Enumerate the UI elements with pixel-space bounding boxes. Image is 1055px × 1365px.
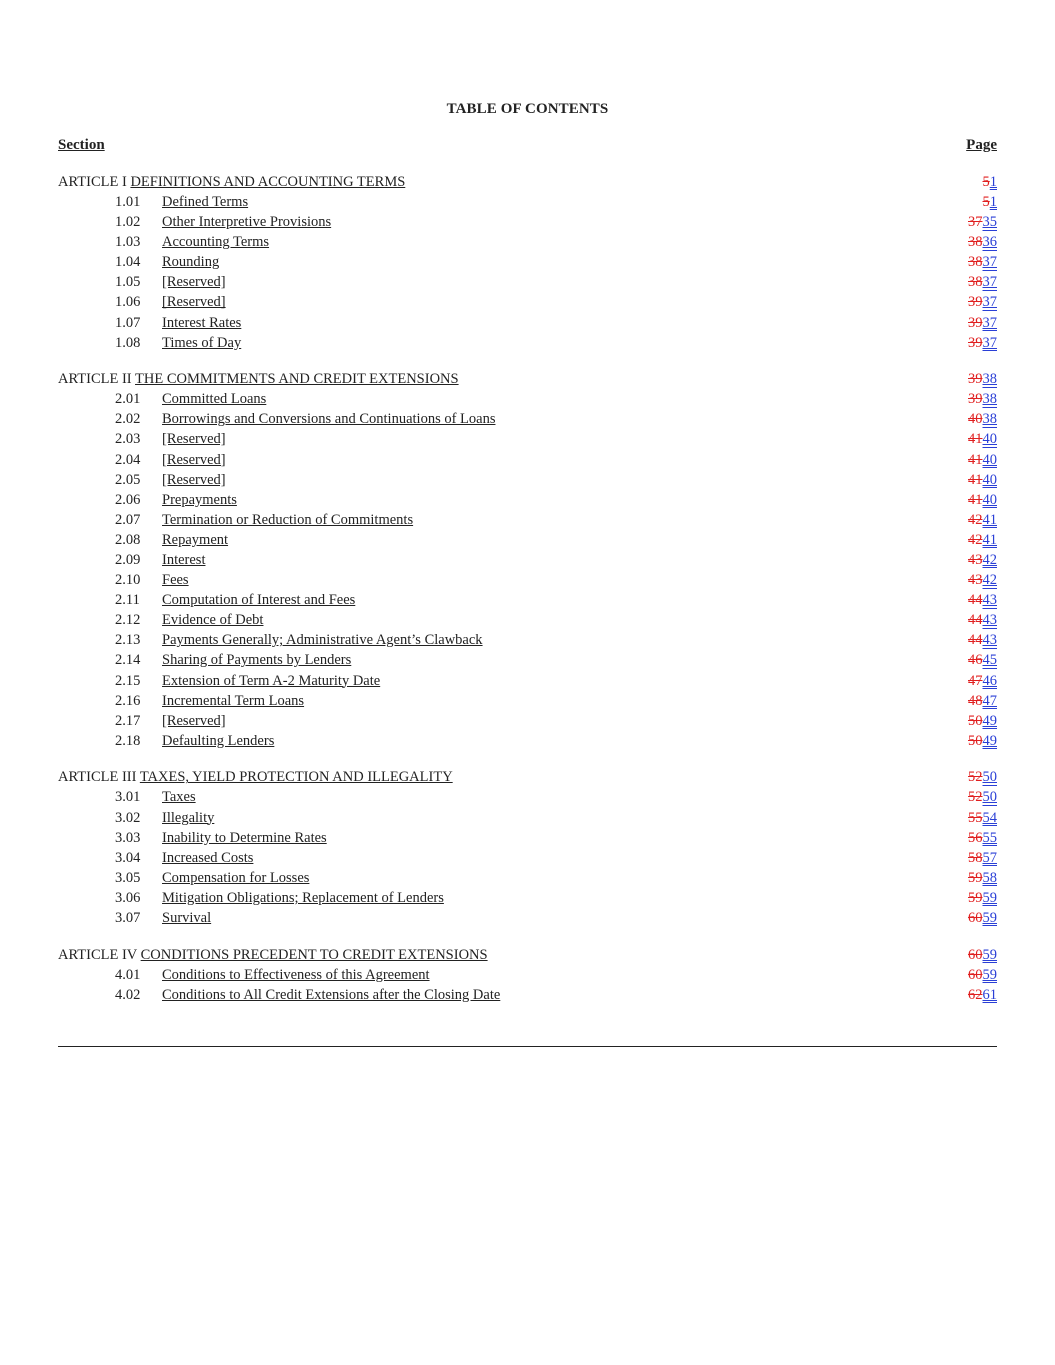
inserted-page-number[interactable]: 1 bbox=[989, 194, 997, 210]
section-number: 3.07 bbox=[115, 910, 141, 926]
toc-entry bbox=[58, 848, 997, 868]
article-prefix: ARTICLE II bbox=[58, 371, 132, 388]
section-number: 2.12 bbox=[115, 612, 141, 629]
deleted-page-number: 44 bbox=[968, 612, 983, 629]
inserted-page-number[interactable]: 59 bbox=[982, 910, 997, 926]
page-number[interactable] bbox=[968, 570, 997, 590]
inserted-page-number[interactable]: 61 bbox=[982, 986, 997, 1003]
section-title-link[interactable]: Repayment bbox=[162, 531, 229, 548]
section-number: 2.10 bbox=[115, 572, 141, 589]
toc-entry bbox=[58, 808, 997, 828]
inserted-page-number[interactable]: 47 bbox=[982, 692, 997, 709]
section-number: 1.06 bbox=[115, 294, 141, 311]
deleted-page-number: 41 bbox=[968, 431, 983, 448]
inserted-page-number[interactable]: 40 bbox=[982, 431, 997, 448]
deleted-page-number: 56 bbox=[968, 829, 983, 846]
deleted-page-number: 59 bbox=[968, 869, 983, 886]
deleted-page-number: 50 bbox=[968, 712, 983, 729]
section-title-link[interactable]: Borrowings and Conversions and Continuations of Loans bbox=[162, 411, 496, 428]
deleted-page-number: 39 bbox=[968, 371, 983, 388]
section-number: 1.05 bbox=[115, 274, 141, 291]
article-title-link[interactable]: THE COMMITMENTS AND CREDIT EXTENSIONS bbox=[135, 371, 459, 388]
section-title-link[interactable]: Increased Costs bbox=[162, 849, 254, 866]
section-title-link[interactable]: Termination or Reduction of Commitments bbox=[162, 511, 414, 528]
deleted-page-number: 60 bbox=[968, 966, 983, 983]
section-number: 1.02 bbox=[115, 214, 141, 231]
section-title-link[interactable]: [Reserved] bbox=[162, 712, 226, 729]
section-title-link[interactable]: Incremental Term Loans bbox=[162, 692, 305, 709]
section-number: 3.04 bbox=[115, 849, 141, 866]
section-number: 2.17 bbox=[115, 712, 141, 729]
page-number[interactable] bbox=[968, 369, 997, 389]
deleted-page-number: 37 bbox=[968, 214, 983, 231]
toc-entry bbox=[58, 691, 997, 711]
toc-entry bbox=[58, 985, 997, 1005]
page-number[interactable] bbox=[968, 212, 997, 232]
section-number: 3.01 bbox=[115, 789, 141, 806]
deleted-page-number: 59 bbox=[968, 889, 983, 906]
inserted-page-number[interactable]: 45 bbox=[982, 652, 997, 669]
toc-entry bbox=[58, 711, 997, 731]
section-number: 2.01 bbox=[115, 391, 141, 408]
article-prefix: ARTICLE III bbox=[58, 769, 137, 786]
toc-entry bbox=[58, 731, 997, 751]
page-number[interactable] bbox=[968, 490, 997, 510]
deleted-page-number: 46 bbox=[968, 652, 983, 669]
deleted-page-number: 39 bbox=[968, 391, 983, 408]
section-title-link[interactable]: [Reserved] bbox=[162, 294, 226, 311]
page-number[interactable] bbox=[968, 550, 997, 570]
page-number[interactable] bbox=[968, 671, 997, 691]
page-number[interactable] bbox=[968, 389, 997, 409]
section-title-link[interactable]: Prepayments bbox=[162, 491, 237, 508]
toc-entry bbox=[58, 333, 997, 353]
page-number[interactable] bbox=[968, 470, 997, 490]
inserted-page-number[interactable]: 38 bbox=[982, 391, 997, 408]
section-title-link[interactable]: Fees bbox=[162, 572, 189, 589]
inserted-page-number[interactable]: 46 bbox=[982, 672, 997, 689]
page-number[interactable] bbox=[968, 650, 997, 670]
section-title-link[interactable]: Evidence of Debt bbox=[162, 612, 264, 629]
page-number[interactable] bbox=[968, 908, 997, 928]
inserted-page-number[interactable]: 41 bbox=[982, 511, 997, 528]
deleted-page-number: 62 bbox=[968, 986, 983, 1003]
section-number: 2.14 bbox=[115, 652, 141, 669]
article-title-link[interactable]: DEFINITIONS AND ACCOUNTING TERMS bbox=[130, 174, 406, 190]
inserted-page-number[interactable]: 59 bbox=[982, 946, 997, 963]
section-title-link[interactable]: Defined Terms bbox=[162, 194, 249, 210]
section-title-link[interactable]: Illegality bbox=[162, 809, 215, 826]
inserted-page-number[interactable]: 49 bbox=[982, 712, 997, 729]
page-number[interactable] bbox=[968, 691, 997, 711]
inserted-page-number[interactable]: 50 bbox=[982, 789, 997, 806]
section-number: 1.08 bbox=[115, 334, 141, 351]
toc-entry bbox=[58, 232, 997, 252]
inserted-page-number[interactable]: 54 bbox=[982, 809, 997, 826]
page-number[interactable] bbox=[968, 965, 997, 985]
toc-entry bbox=[58, 908, 997, 928]
section-title-link[interactable]: Compensation for Losses bbox=[162, 869, 310, 886]
page-number[interactable] bbox=[968, 888, 997, 908]
inserted-page-number[interactable]: 40 bbox=[982, 491, 997, 508]
section-number: 3.02 bbox=[115, 809, 141, 826]
section-number: 2.07 bbox=[115, 511, 141, 528]
deleted-page-number: 5 bbox=[982, 194, 990, 210]
section-title-link[interactable]: Other Interpretive Provisions bbox=[162, 214, 332, 231]
section-title-link[interactable]: Interest Rates bbox=[162, 314, 242, 331]
section-title-link[interactable]: Conditions to Effectiveness of this Agreement bbox=[162, 966, 430, 983]
section-title-link[interactable]: [Reserved] bbox=[162, 431, 226, 448]
section-number: 1.07 bbox=[115, 314, 141, 331]
article-label bbox=[58, 172, 405, 192]
section-title-link[interactable]: Times of Day bbox=[162, 334, 242, 351]
inserted-page-number[interactable]: 58 bbox=[982, 869, 997, 886]
toc-entry bbox=[58, 192, 997, 212]
page-number[interactable] bbox=[968, 828, 997, 848]
deleted-page-number: 5 bbox=[982, 174, 990, 190]
toc-entry bbox=[58, 389, 997, 409]
article-label bbox=[58, 945, 488, 965]
section-title-link[interactable]: Accounting Terms bbox=[162, 234, 270, 251]
toc-entry bbox=[58, 550, 997, 570]
inserted-page-number[interactable]: 42 bbox=[982, 572, 997, 589]
deleted-page-number: 55 bbox=[968, 809, 983, 826]
section-number: 2.04 bbox=[115, 451, 141, 468]
page-number[interactable] bbox=[968, 232, 997, 252]
article-title-link[interactable]: CONDITIONS PRECEDENT TO CREDIT EXTENSIONS bbox=[140, 946, 488, 963]
page-number[interactable] bbox=[968, 429, 997, 449]
inserted-page-number[interactable]: 37 bbox=[982, 294, 997, 311]
toc-entry bbox=[58, 252, 997, 272]
section-number: 2.05 bbox=[115, 471, 141, 488]
section-title-link[interactable]: Committed Loans bbox=[162, 391, 267, 408]
inserted-page-number[interactable]: 59 bbox=[982, 966, 997, 983]
article-spacer bbox=[58, 353, 997, 370]
toc-entry bbox=[58, 787, 997, 807]
section-number: 4.01 bbox=[115, 966, 141, 983]
section-number: 3.05 bbox=[115, 869, 141, 886]
deleted-page-number: 44 bbox=[968, 632, 983, 649]
section-title-link[interactable]: Survival bbox=[162, 910, 212, 926]
toc-entry bbox=[58, 450, 997, 470]
deleted-page-number: 40 bbox=[968, 411, 983, 428]
inserted-page-number[interactable]: 43 bbox=[982, 632, 997, 649]
toc-entry bbox=[58, 828, 997, 848]
inserted-page-number[interactable]: 37 bbox=[982, 314, 997, 331]
section-title-link[interactable]: Inability to Determine Rates bbox=[162, 829, 327, 846]
section-title-link[interactable]: Extension of Term A-2 Maturity Date bbox=[162, 672, 381, 689]
section-title-link[interactable]: Interest bbox=[162, 552, 206, 568]
inserted-page-number[interactable]: 43 bbox=[982, 612, 997, 629]
deleted-page-number: 50 bbox=[968, 732, 983, 749]
section-title-link[interactable]: [Reserved] bbox=[162, 471, 226, 488]
toc-entry bbox=[58, 650, 997, 670]
inserted-page-number[interactable]: 37 bbox=[982, 334, 997, 351]
section-title-link[interactable]: Taxes bbox=[162, 789, 196, 806]
deleted-page-number: 42 bbox=[968, 511, 983, 528]
inserted-page-number[interactable]: 38 bbox=[982, 371, 997, 388]
section-title-link[interactable]: Payments Generally; Administrative Agent’s Clawback bbox=[162, 632, 483, 649]
section-title-link[interactable]: [Reserved] bbox=[162, 274, 226, 291]
toc-entry bbox=[58, 409, 997, 429]
deleted-page-number: 43 bbox=[968, 552, 983, 568]
page-number[interactable] bbox=[983, 172, 998, 192]
page-number[interactable] bbox=[983, 192, 998, 212]
toc-entry bbox=[58, 965, 997, 985]
inserted-page-number[interactable]: 49 bbox=[982, 732, 997, 749]
toc-entry bbox=[58, 470, 997, 490]
page-number[interactable] bbox=[968, 945, 997, 965]
deleted-page-number: 43 bbox=[968, 572, 983, 589]
deleted-page-number: 38 bbox=[968, 254, 983, 271]
section-number: 2.11 bbox=[115, 592, 140, 609]
inserted-page-number[interactable]: 40 bbox=[982, 471, 997, 488]
inserted-page-number[interactable]: 1 bbox=[989, 174, 997, 190]
deleted-page-number: 41 bbox=[968, 491, 983, 508]
toc-entry bbox=[58, 671, 997, 691]
deleted-page-number: 39 bbox=[968, 294, 983, 311]
toc-entry bbox=[58, 888, 997, 908]
deleted-page-number: 41 bbox=[968, 451, 983, 468]
section-number: 1.04 bbox=[115, 254, 141, 271]
section-title-link[interactable]: Mitigation Obligations; Replacement of Lenders bbox=[162, 889, 444, 906]
toc-entry bbox=[58, 429, 997, 449]
article-label bbox=[58, 369, 459, 389]
section-title-link[interactable]: Conditions to All Credit Extensions after the Closing Date bbox=[162, 986, 501, 1003]
page-number[interactable] bbox=[968, 333, 997, 353]
inserted-page-number[interactable]: 59 bbox=[982, 889, 997, 906]
deleted-page-number: 52 bbox=[968, 789, 983, 806]
section-column-header: Section bbox=[58, 137, 105, 153]
toc-entry bbox=[58, 490, 997, 510]
inserted-page-number[interactable]: 37 bbox=[982, 254, 997, 271]
toc-entry bbox=[58, 630, 997, 650]
inserted-page-number[interactable]: 41 bbox=[982, 531, 997, 548]
page-column-header: Page bbox=[966, 137, 997, 153]
deleted-page-number: 48 bbox=[968, 692, 983, 709]
deleted-page-number: 38 bbox=[968, 234, 983, 251]
section-title-link[interactable]: Sharing of Payments by Lenders bbox=[162, 652, 352, 669]
toc-entry bbox=[58, 272, 997, 292]
deleted-page-number: 60 bbox=[968, 946, 983, 963]
inserted-page-number[interactable]: 42 bbox=[982, 552, 997, 568]
section-number: 2.09 bbox=[115, 552, 141, 568]
page-number[interactable] bbox=[968, 530, 997, 550]
inserted-page-number[interactable]: 50 bbox=[982, 769, 997, 786]
article-prefix: ARTICLE I bbox=[58, 174, 127, 190]
section-number: 2.02 bbox=[115, 411, 141, 428]
toc-entry bbox=[58, 570, 997, 590]
section-title-link[interactable]: Rounding bbox=[162, 254, 220, 271]
toc-entry bbox=[58, 510, 997, 530]
section-number: 2.03 bbox=[115, 431, 141, 448]
page-number[interactable] bbox=[968, 868, 997, 888]
page-number[interactable] bbox=[968, 272, 997, 292]
section-number: 3.06 bbox=[115, 889, 141, 906]
inserted-page-number[interactable]: 43 bbox=[982, 592, 997, 609]
deleted-page-number: 47 bbox=[968, 672, 983, 689]
page-number[interactable] bbox=[968, 292, 997, 312]
toc-entry bbox=[58, 610, 997, 630]
article-heading bbox=[58, 172, 997, 192]
deleted-page-number: 41 bbox=[968, 471, 983, 488]
article-heading bbox=[58, 945, 997, 965]
inserted-page-number[interactable]: 35 bbox=[982, 214, 997, 231]
page-number[interactable] bbox=[968, 848, 997, 868]
page-number[interactable] bbox=[968, 731, 997, 751]
inserted-page-number[interactable]: 38 bbox=[982, 411, 997, 428]
deleted-page-number: 39 bbox=[968, 334, 983, 351]
toc-entry bbox=[58, 313, 997, 333]
deleted-page-number: 42 bbox=[968, 531, 983, 548]
section-number: 2.18 bbox=[115, 732, 141, 749]
section-number: 1.01 bbox=[115, 194, 141, 210]
table-of-contents bbox=[58, 172, 997, 1005]
toc-entry bbox=[58, 530, 997, 550]
article-heading bbox=[58, 369, 997, 389]
toc-entry bbox=[58, 590, 997, 610]
section-number: 2.06 bbox=[115, 491, 141, 508]
inserted-page-number[interactable]: 40 bbox=[982, 451, 997, 468]
article-prefix: ARTICLE IV bbox=[58, 946, 138, 963]
inserted-page-number[interactable]: 55 bbox=[982, 829, 997, 846]
page-number[interactable] bbox=[968, 450, 997, 470]
deleted-page-number: 52 bbox=[968, 769, 983, 786]
section-number: 3.03 bbox=[115, 829, 141, 846]
article-title-link[interactable]: TAXES, YIELD PROTECTION AND ILLEGALITY bbox=[139, 769, 453, 786]
page-number[interactable] bbox=[968, 711, 997, 731]
divider-rule bbox=[58, 1046, 997, 1047]
toc-entry bbox=[58, 212, 997, 232]
inserted-page-number[interactable]: 37 bbox=[982, 274, 997, 291]
deleted-page-number: 58 bbox=[968, 849, 983, 866]
page-number[interactable] bbox=[968, 252, 997, 272]
page-number[interactable] bbox=[968, 787, 997, 807]
section-number: 4.02 bbox=[115, 986, 141, 1003]
section-number: 2.13 bbox=[115, 632, 141, 649]
section-title-link[interactable]: Computation of Interest and Fees bbox=[162, 592, 356, 609]
toc-entry bbox=[58, 292, 997, 312]
page-number[interactable] bbox=[968, 313, 997, 333]
deleted-page-number: 38 bbox=[968, 274, 983, 291]
article-label bbox=[58, 767, 453, 787]
article-heading bbox=[58, 767, 997, 787]
page-number[interactable] bbox=[968, 409, 997, 429]
section-title-link[interactable]: Defaulting Lenders bbox=[162, 732, 275, 749]
toc-entry bbox=[58, 868, 997, 888]
page-number[interactable] bbox=[968, 510, 997, 530]
section-number: 2.15 bbox=[115, 672, 141, 689]
section-number: 1.03 bbox=[115, 234, 141, 251]
section-number: 2.16 bbox=[115, 692, 141, 709]
page-number[interactable] bbox=[968, 767, 997, 787]
section-title-link[interactable]: [Reserved] bbox=[162, 451, 226, 468]
inserted-page-number[interactable]: 57 bbox=[982, 849, 997, 866]
page-number[interactable] bbox=[968, 610, 997, 630]
deleted-page-number: 39 bbox=[968, 314, 983, 331]
deleted-page-number: 60 bbox=[968, 910, 983, 926]
page-number[interactable] bbox=[968, 630, 997, 650]
page-title: TABLE OF CONTENTS bbox=[446, 101, 609, 117]
article-spacer bbox=[58, 928, 997, 945]
page-number[interactable] bbox=[968, 985, 997, 1005]
inserted-page-number[interactable]: 36 bbox=[982, 234, 997, 251]
page-number[interactable] bbox=[968, 590, 997, 610]
deleted-page-number: 44 bbox=[968, 592, 983, 609]
article-spacer bbox=[58, 751, 997, 768]
section-number: 2.08 bbox=[115, 531, 141, 548]
page-number[interactable] bbox=[968, 808, 997, 828]
